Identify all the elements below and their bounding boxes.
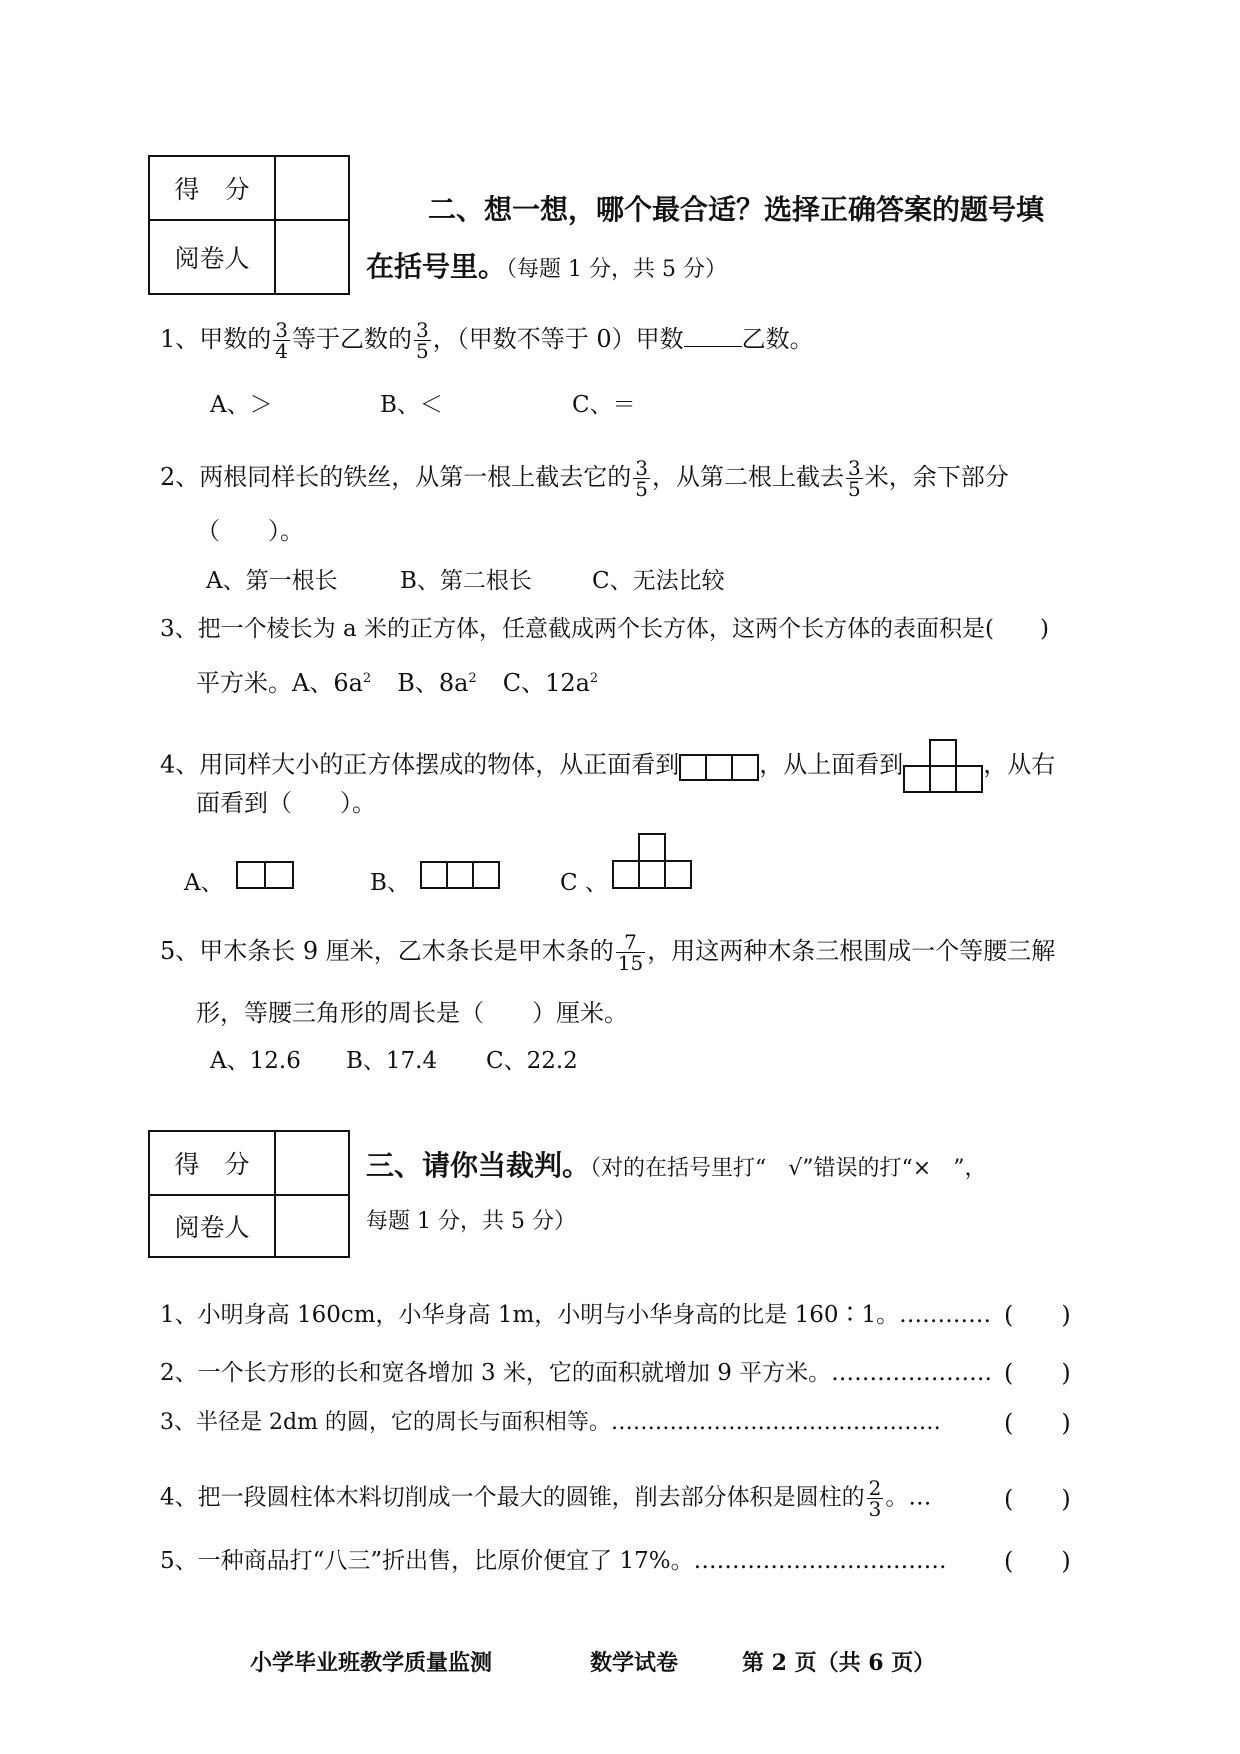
q2-option-a: A、第一根长	[206, 568, 338, 594]
q5-option-c: C、22.2	[486, 1048, 578, 1074]
judge-item-5: 5、一种商品打“八三”折出售，比原价便宜了 17%。……………………………	[160, 1548, 947, 1574]
question-2-2	[160, 458, 1009, 499]
front-view-figure	[679, 751, 759, 781]
q1-post: ，（甲数不等于 0）甲数	[432, 325, 684, 353]
q2-frac1-num: 3	[635, 456, 649, 480]
q4-option-a-figure	[236, 860, 296, 890]
judge-item-2-paren[interactable]: ( )	[1004, 1359, 1071, 1387]
footer-mid: 数学试卷	[590, 1650, 679, 1676]
score-cell-3[interactable]	[275, 1131, 349, 1195]
q4-option-a-label: A、	[184, 870, 224, 896]
q3-option-c-sup: 2	[589, 671, 599, 686]
judge-item-3-paren[interactable]: ( )	[1004, 1409, 1071, 1437]
q3-option-b: B、8a	[397, 669, 469, 697]
question-2-1	[160, 320, 814, 361]
q5-post: ，用这两种木条三根围成一个等腰三解	[647, 937, 1056, 965]
judge-item-1: 1、小明身高 160cm，小华身高 1m，小明与小华身高的比是 160∶1。…………	[160, 1302, 992, 1328]
q2-frac2-num: 3	[848, 456, 861, 480]
q4-option-c	[560, 868, 608, 898]
q5-frac-num: 7	[616, 932, 645, 953]
footer-left: 小学毕业班教学质量监测	[250, 1650, 493, 1676]
q3-option-a: A、6a	[292, 669, 363, 697]
q5-fraction	[616, 932, 645, 973]
section3-note1: （对的在括号里打“ √”错误的打“× ”，	[590, 1156, 987, 1181]
section3-title-line	[366, 1148, 986, 1187]
q4-option-b-label: B、	[370, 870, 410, 896]
q4-option-b-figure	[420, 860, 502, 890]
q1-frac2-num: 3	[416, 318, 429, 342]
grader-label: 阅卷人	[149, 220, 275, 294]
section3-note2: 每题 1 分，共 5 分）	[366, 1209, 576, 1234]
section2-title-line1: 二、想一想，哪个最合适？选择正确答案的题号填	[428, 193, 1045, 226]
q5-option-a: A、12.6	[210, 1048, 301, 1074]
q4-option-b	[370, 868, 410, 898]
section2-score-table	[148, 155, 350, 295]
judge-item-4-pre: 4、把一段圆柱体木料切削成一个最大的圆锥，削去部分体积是圆柱的	[160, 1484, 865, 1511]
q4-pre: 4、用同样大小的正方体摆成的物体，从正面看到	[160, 750, 680, 779]
q4-mid: ，从上面看到	[759, 750, 904, 779]
judge-item-4-frac-num: 2	[868, 1476, 882, 1500]
q2-option-b: B、第二根长	[400, 568, 532, 594]
judge-item-2: 2、一个长方形的长和宽各增加 3 米，它的面积就增加 9 平方米。…………………	[160, 1360, 993, 1386]
score-cell[interactable]	[275, 156, 349, 220]
footer-right: 第 2 页（共 6 页）	[742, 1650, 936, 1676]
q3-option-b-sup: 2	[468, 671, 477, 686]
q4-line2: 面看到（ ）。	[196, 789, 376, 817]
top-view-figure	[903, 738, 983, 794]
q1-pre: 1、甲数的	[160, 325, 272, 353]
judge-item-4	[160, 1478, 931, 1519]
grader-cell[interactable]	[275, 220, 349, 294]
q3-line2	[196, 664, 598, 698]
q3-option-a-sup: 2	[362, 671, 372, 686]
q2-post: 米，余下部分	[864, 463, 1009, 491]
judge-item-4-post: 。…	[885, 1484, 932, 1511]
q4-option-a	[184, 868, 224, 898]
q3-line1: 3、把一个棱长为 a 米的正方体，任意截成两个长方体，这两个长方体的表面积是( )	[160, 616, 1049, 642]
section3-score-table	[148, 1130, 350, 1258]
q1-option-a: A、＞	[210, 392, 273, 418]
grader-label-3: 阅卷人	[149, 1195, 275, 1257]
q3-option-c: C、12a	[502, 669, 590, 697]
q2-frac2-den: 5	[848, 477, 861, 501]
question-2-4	[160, 738, 1055, 794]
score-label-3: 得 分	[149, 1131, 275, 1195]
score-label: 得 分	[149, 156, 275, 220]
q2-fraction-2	[846, 458, 863, 499]
judge-item-3: 3、半径是 2dm 的圆，它的周长与面积相等。………………………………………	[160, 1410, 941, 1435]
q1-frac1-num: 3	[275, 318, 289, 342]
section3-title: 三、请你当裁判。	[366, 1149, 591, 1182]
q1-blank[interactable]	[684, 326, 742, 347]
q4-post: ，从右	[983, 750, 1056, 779]
q2-option-c: C、无法比较	[592, 568, 725, 594]
q2-pre: 2、两根同样长的铁丝，从第一根上截去它的	[160, 463, 632, 491]
q4-option-c-figure	[612, 832, 694, 890]
q3-line2-text: 平方米。	[196, 669, 292, 697]
q2-frac1-den: 5	[635, 477, 649, 501]
judge-item-4-fraction	[867, 1478, 884, 1519]
q1-mid: 等于乙数的	[292, 325, 413, 353]
judge-item-4-paren[interactable]: ( )	[1004, 1485, 1071, 1513]
q5-option-b: B、17.4	[346, 1048, 438, 1074]
q2-fraction-1	[633, 458, 650, 499]
q5-frac-den: 15	[617, 951, 644, 975]
judge-item-1-paren[interactable]: ( )	[1004, 1301, 1071, 1329]
grader-cell-3[interactable]	[275, 1195, 349, 1257]
section2-title-line2-text: 在括号里。	[366, 250, 507, 283]
judge-item-5-paren[interactable]: ( )	[1004, 1547, 1071, 1575]
q1-fraction-2	[414, 320, 431, 361]
q1-option-b: B、＜	[380, 392, 443, 418]
q4-option-c-label: C 、	[560, 870, 608, 896]
q1-fraction-1	[273, 320, 290, 361]
q1-frac2-den: 5	[416, 339, 429, 363]
q2-line2: （ ）。	[196, 517, 304, 545]
q5-line2: 形，等腰三角形的周长是（ ）厘米。	[196, 999, 628, 1027]
q2-mid: ，从第二根上截去	[652, 463, 845, 491]
question-2-5	[160, 932, 1055, 973]
section2-note: （每题 1 分，共 5 分）	[506, 257, 727, 282]
q1-frac1-den: 4	[275, 339, 289, 363]
judge-item-4-frac-den: 3	[868, 1497, 882, 1521]
q5-pre: 5、甲木条长 9 厘米，乙木条长是甲木条的	[160, 937, 614, 965]
section2-title-line2	[366, 249, 727, 288]
q1-tail: 乙数。	[741, 325, 814, 353]
q1-option-c: C、＝	[572, 392, 636, 418]
